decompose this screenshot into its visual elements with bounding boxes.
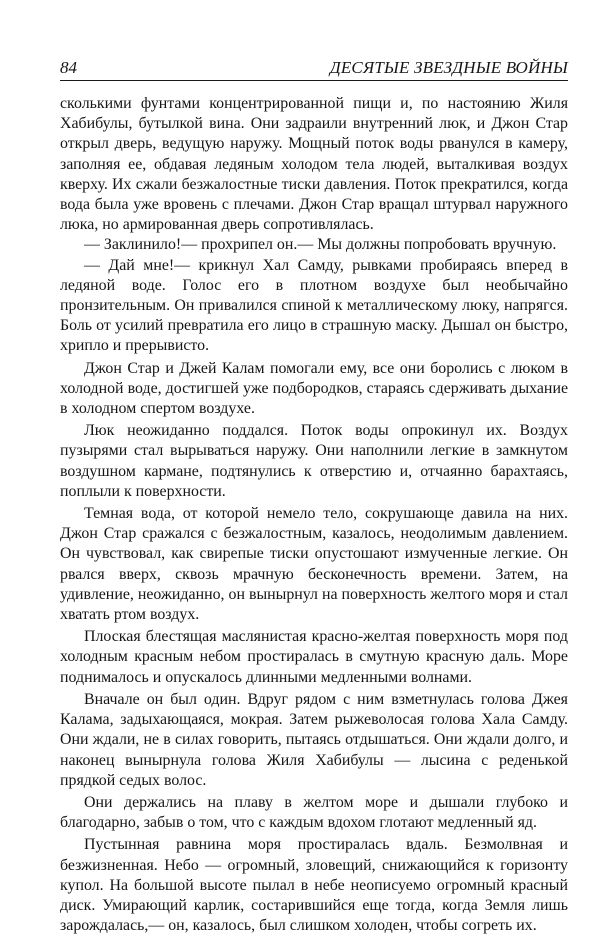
page-header [60, 56, 568, 81]
running-title: ДЕСЯТЫЕ ЗВЕЗДНЫЕ ВОЙНЫ [329, 58, 568, 77]
paragraph: Вначале он был один. Вдруг рядом с ним взметнулась голова Джея Калама, задыхающаяся, мокрая. Затем рыжеволосая голова Хала Самду. Они ждали, не в силах говорить, пытаясь отдышаться. Они ждали долго, и наконец вынырнула голова Жиля Хабибулы — лысина с реденькой прядкой седых волос. [60, 690, 568, 789]
paragraph: Джон Стар и Джей Калам помогали ему, все они боролись с люком в холодной воде, достигшей уже подбородков, стараясь сдерживать дыхание в холодном спертом воздухе. [60, 359, 568, 418]
body-text [60, 94, 568, 936]
paragraph: Плоская блестящая маслянистая красно-желтая поверхность моря под холодным красным небом простиралась в смутную красную даль. Море поднималось и опускалось длинными медленными волнами. [60, 628, 568, 686]
paragraph: Темная вода, от которой немело тело, сокрушающе давила на них. Джон Стар сражался с безжалостным, казалось, неодолимым давлением. Он чувствовал, как свирепые тиски опустошают измученные легкие. Он рвался вверх, сквозь мрачную бесконечность времени. Затем, на удивление, неожиданно, он вынырнул на поверхность желтого моря и стал хватать ртом воздух. [60, 505, 568, 624]
paragraph: Люк неожиданно поддался. Поток воды опрокинул их. Воздух пузырями стал вырываться наружу. Они наполнили легкие в замкнутом воздушном кармане, подтянулись к отверстию и, отчаянно барахтаясь, поплыли к поверхности. [60, 422, 568, 500]
book-page [60, 56, 568, 936]
paragraph: Пустынная равнина моря простиралась вдаль. Безмолвная и безжизненная. Небо — огромный, зловещий, снижающийся к горизонту купол. На большой высоте пылал в небе неописуемо огромный красный диск. Умирающий карлик, состарившийся еще тогда, когда Земля лишь зарождалась,— он, казалось, был слишком холоден, чтобы согреть их. [60, 836, 568, 935]
paragraph: — Заклинило!— прохрипел он.— Мы должны попробовать вручную. [84, 236, 557, 254]
paragraph: Они держались на плаву в желтом море и дышали глубоко и благодарно, забыв о том, что с каждым вдохом глотают медленный яд. [60, 793, 568, 832]
paragraph: сколькими фунтами концентрированной пищи и, по настоянию Жиля Хабибулы, бутылкой вина. Они задраили внутренний люк, и Джон Стар открыл дверь, ведущую наружу. Мощный поток воды рванулся в камеру, заполняя ее, обдавая ледяным холодом тела людей, выталкивая воздух кверху. Их сжали безжалостные тиски давления. Поток прекратился, когда вода была уже вровень с плечами. Джон Стар вращал штурвал наружного люка, но армированная дверь сопротивлялась. [60, 95, 568, 234]
paragraph: — Дай мне!— крикнул Хал Самду, рывками пробираясь вперед в ледяной воде. Голос его в плотном воздухе был необычайно пронзительным. Он привалился спиной к металлическому люку, напрягся. Боль от усилий превратила его лицо в страшную маску. Дышал он быстро, хрипло и прерывисто. [60, 256, 568, 355]
page-number: 84 [60, 58, 77, 77]
